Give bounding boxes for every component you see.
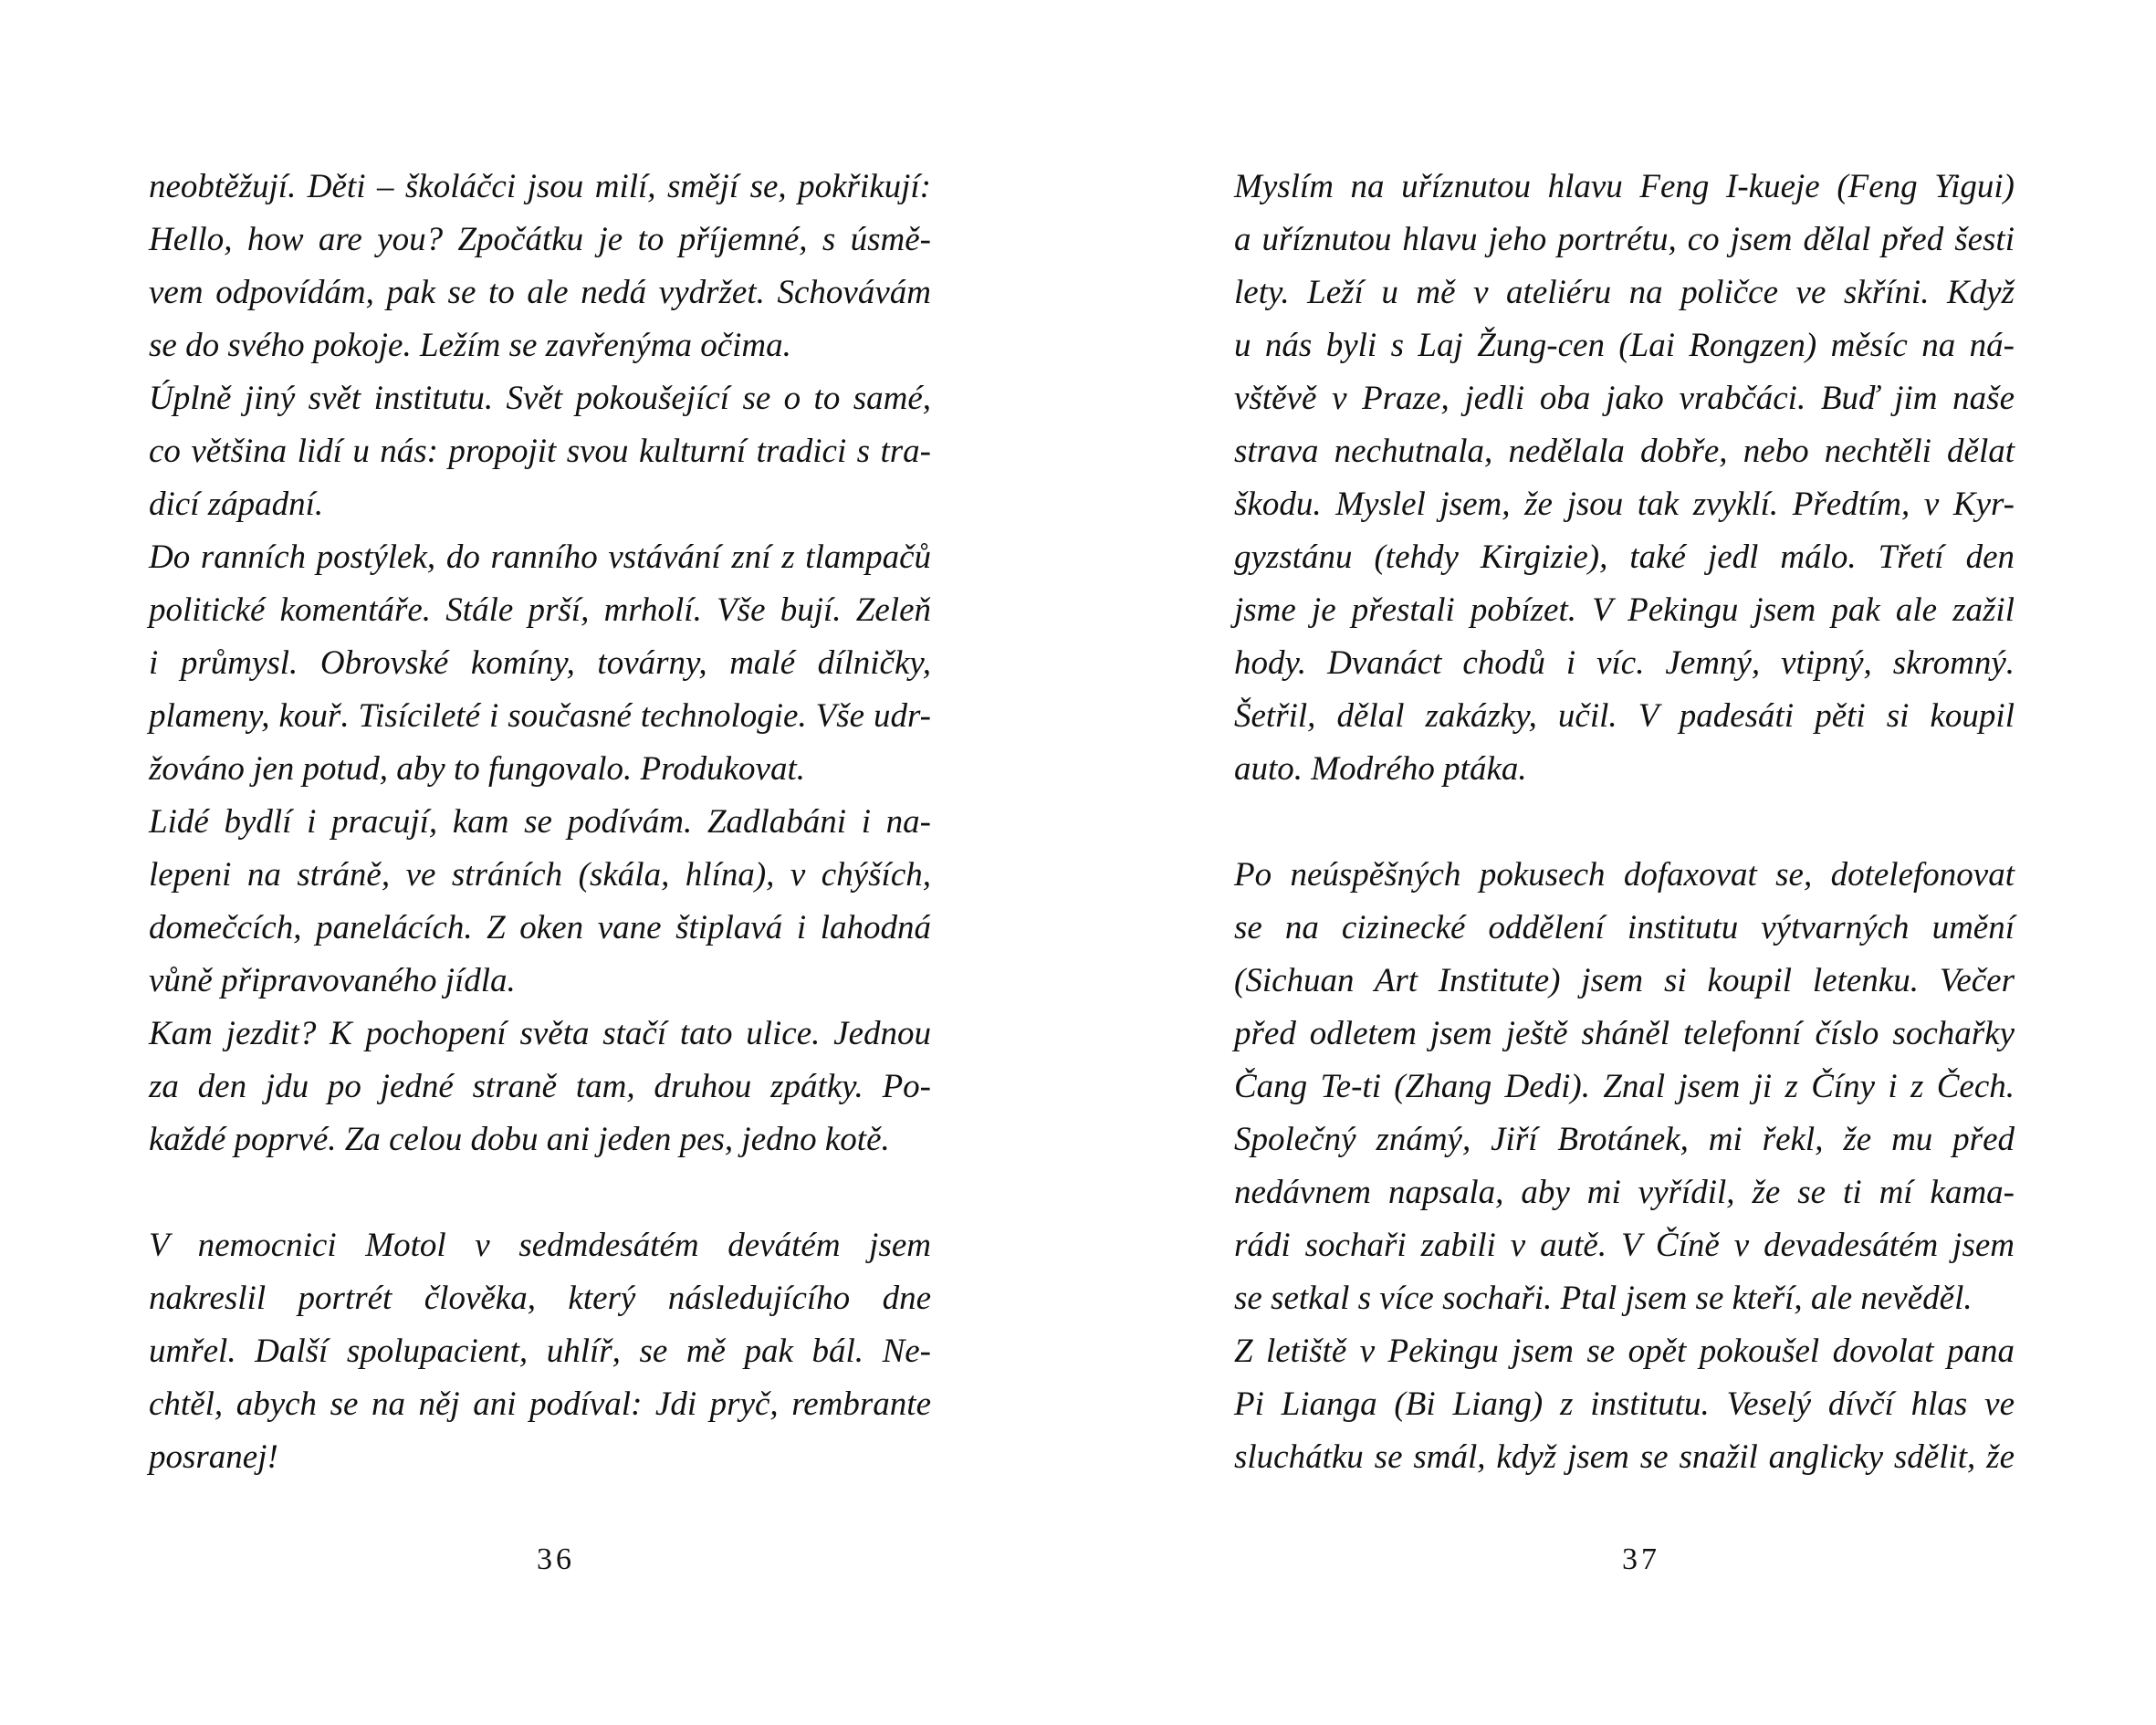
text-line: politické komentáře. Stále prší, mrholí. Vše bují. Zeleň <box>149 591 931 629</box>
text-line: žováno jen potud, aby to fungovalo. Produkovat. <box>149 750 805 788</box>
text-line: neobtěžují. Děti – školáčci jsou milí, smějí se, pokřikují: <box>149 168 931 205</box>
text-line: strava nechutnala, nedělala dobře, nebo nechtěli dělat <box>1234 433 2015 470</box>
text-line: Úplně jiný svět institutu. Svět pokoušející se o to samé, <box>149 380 931 417</box>
paragraph <box>149 161 931 372</box>
page-number: 36 <box>537 1542 575 1576</box>
paragraph <box>1234 849 2015 1325</box>
text-line: rádi sochaři zabili v autě. V Číně v devadesátém jsem <box>1234 1227 2015 1264</box>
page-number: 37 <box>1622 1542 1660 1576</box>
text-line: Myslím na uříznutou hlavu Feng I-kueje (Feng Yigui) <box>1234 168 2015 205</box>
text-line: sluchátku se smál, když jsem se snažil anglicky sdělit, že <box>1234 1438 2015 1476</box>
paragraph <box>149 531 931 796</box>
text-line: Lidé bydlí i pracují, kam se podívám. Zadlabáni i na- <box>149 803 931 841</box>
text-line: a uříznutou hlavu jeho portrétu, co jsem dělal před šesti <box>1234 221 2015 258</box>
text-line: nedávnem napsala, aby mi vyřídil, že se ti mí kama- <box>1234 1174 2015 1211</box>
text-line: vem odpovídám, pak se to ale nedá vydržet. Schovávám <box>149 274 931 311</box>
paragraph <box>149 1008 931 1166</box>
text-line: vštěvě v Praze, jedli oba jako vrabčáci. Buď jim naše <box>1234 380 2015 417</box>
text-line: plameny, kouř. Tisícileté i současné technologie. Vše udr- <box>149 697 931 735</box>
paragraph <box>1234 1325 2015 1484</box>
text-line: i průmysl. Obrovské komíny, továrny, malé dílničky, <box>149 644 931 682</box>
text-line: Šetřil, dělal zakázky, učil. V padesáti pěti si koupil <box>1234 697 2015 735</box>
text-line: se do svého pokoje. Ležím se zavřenýma očima. <box>149 327 791 364</box>
paragraph <box>149 796 931 1008</box>
text-line: se setkal s více sochaři. Ptal jsem se kteří, ale nevěděl. <box>1234 1280 1973 1317</box>
text-line: co většina lidí u nás: propojit svou kulturní tradici s tra- <box>149 433 931 470</box>
section-break <box>1234 796 2015 849</box>
text-line: Po neúspěšných pokusech dofaxovat se, dotelefonovat <box>1234 856 2015 894</box>
text-line: se na cizinecké oddělení institutu výtvarných umění <box>1234 909 2015 946</box>
text-line: každé poprvé. Za celou dobu ani jeden pes, jedno kotě. <box>149 1121 890 1158</box>
text-line: před odletem jsem ještě sháněl telefonní číslo sochařky <box>1234 1015 2015 1052</box>
text-line: Čang Te-ti (Zhang Dedi). Znal jsem ji z Číny i z Čech. <box>1234 1068 2015 1105</box>
text-line: domečcích, panelácích. Z oken vane štiplavá i lahodná <box>149 909 931 946</box>
text-line: nakreslil portrét člověka, který následujícího dne <box>149 1280 931 1317</box>
text-line: škodu. Myslel jsem, že jsou tak zvyklí. Předtím, v Kyr- <box>1234 486 2015 523</box>
text-line: umřel. Další spolupacient, uhlíř, se mě pak bál. Ne- <box>149 1333 931 1370</box>
text-line: auto. Modrého ptáka. <box>1234 750 1527 788</box>
paragraph <box>1234 161 2015 796</box>
right-page <box>1078 0 2156 1725</box>
text-line: vůně připravovaného jídla. <box>149 962 516 999</box>
text-line: Do ranních postýlek, do ranního vstávání zní z tlampačů <box>149 538 931 576</box>
text-line: (Sichuan Art Institute) jsem si koupil letenku. Večer <box>1234 962 2015 999</box>
text-line: gyzstánu (tehdy Kirgizie), také jedl málo. Třetí den <box>1234 538 2015 576</box>
text-line: posranej! <box>149 1438 278 1476</box>
text-line: za den jdu po jedné straně tam, druhou zpátky. Po- <box>149 1068 931 1105</box>
text-line: chtěl, abych se na něj ani podíval: Jdi pryč, rembrante <box>149 1385 931 1423</box>
text-line: lepeni na stráně, ve stráních (skála, hlína), v chýších, <box>149 856 931 894</box>
text-line: Kam jezdit? K pochopení světa stačí tato ulice. Jednou <box>149 1015 931 1052</box>
left-page-text <box>149 161 931 1484</box>
text-line: jsme je přestali pobízet. V Pekingu jsem pak ale zažil <box>1234 591 2015 629</box>
text-line: lety. Leží u mě v ateliéru na poličce ve skříni. Když <box>1234 274 2015 311</box>
text-line: Z letiště v Pekingu jsem se opět pokoušel dovolat pana <box>1234 1333 2015 1370</box>
text-line: dicí západní. <box>149 486 324 523</box>
text-line: Pi Lianga (Bi Liang) z institutu. Veselý dívčí hlas ve <box>1234 1385 2015 1423</box>
section-break <box>149 1166 931 1219</box>
paragraph <box>149 372 931 531</box>
text-line: Hello, how are you? Zpočátku je to příjemné, s úsmě- <box>149 221 931 258</box>
text-line: hody. Dvanáct chodů i víc. Jemný, vtipný, skromný. <box>1234 644 2015 682</box>
text-line: u nás byli s Laj Žung-cen (Lai Rongzen) měsíc na ná- <box>1234 327 2015 364</box>
paragraph <box>149 1219 931 1484</box>
text-line: Společný známý, Jiří Brotánek, mi řekl, že mu před <box>1234 1121 2015 1158</box>
right-page-text <box>1234 161 2015 1484</box>
text-line: V nemocnici Motol v sedmdesátém devátém jsem <box>149 1227 931 1264</box>
